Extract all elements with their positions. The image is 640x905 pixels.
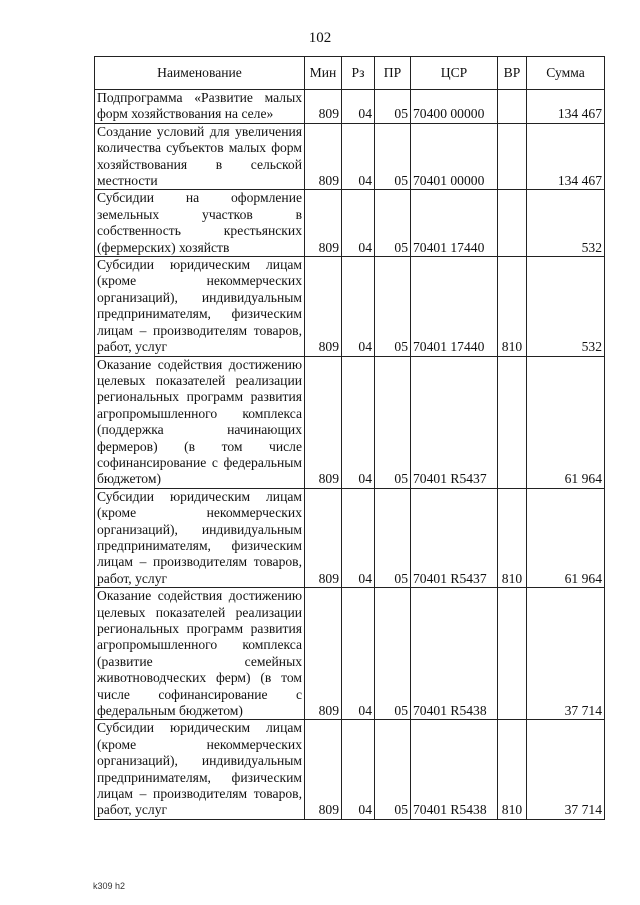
- table-row: [95, 123, 605, 190]
- row-min: 809: [305, 720, 342, 819]
- column-header-pr: ПР: [375, 57, 411, 90]
- row-csr: 70401 17440: [411, 257, 498, 356]
- row-sum: 37 714: [527, 588, 605, 720]
- row-csr: 70401 00000: [411, 123, 498, 190]
- column-header-vr: ВР: [498, 57, 527, 90]
- row-vr: [498, 123, 527, 190]
- row-sum: 532: [527, 190, 605, 257]
- table-row: [95, 488, 605, 587]
- table-row: [95, 90, 605, 124]
- row-pr: 05: [375, 190, 411, 257]
- row-pr: 05: [375, 588, 411, 720]
- row-vr: 810: [498, 720, 527, 819]
- table-row: [95, 190, 605, 257]
- row-pr: 05: [375, 720, 411, 819]
- row-csr: 70401 R5437: [411, 488, 498, 587]
- table-row: [95, 257, 605, 356]
- row-csr: 70401 R5437: [411, 356, 498, 488]
- row-rz: 04: [342, 123, 375, 190]
- row-min: 809: [305, 488, 342, 587]
- row-vr: [498, 588, 527, 720]
- row-min: 809: [305, 123, 342, 190]
- column-header-rz: Рз: [342, 57, 375, 90]
- row-min: 809: [305, 257, 342, 356]
- row-pr: 05: [375, 356, 411, 488]
- table-row: [95, 588, 605, 720]
- row-name: Создание условий для увеличения количества субъектов малых форм хозяйствования в сельской местности: [95, 123, 305, 190]
- budget-table: [94, 56, 605, 820]
- row-pr: 05: [375, 488, 411, 587]
- row-name: Субсидии на оформление земельных участков в собственность крестьянских (фермерских) хозяйств: [95, 190, 305, 257]
- column-header-name: Наименование: [95, 57, 305, 90]
- row-sum: 61 964: [527, 356, 605, 488]
- row-name: Подпрограмма «Развитие малых форм хозяйствования на селе»: [95, 90, 305, 124]
- row-rz: 04: [342, 90, 375, 124]
- row-vr: [498, 356, 527, 488]
- row-csr: 70400 00000: [411, 90, 498, 124]
- row-name: Оказание содействия достижению целевых показателей реализации региональных программ развития агропромышленного комплекса (развитие семейных животноводческих ферм) (в том числе софинансирование с федеральным бюджетом): [95, 588, 305, 720]
- column-header-min: Мин: [305, 57, 342, 90]
- row-rz: 04: [342, 588, 375, 720]
- row-pr: 05: [375, 90, 411, 124]
- row-rz: 04: [342, 257, 375, 356]
- row-vr: 810: [498, 488, 527, 587]
- row-min: 809: [305, 588, 342, 720]
- row-csr: 70401 R5438: [411, 588, 498, 720]
- row-csr: 70401 17440: [411, 190, 498, 257]
- row-vr: 810: [498, 257, 527, 356]
- row-sum: 61 964: [527, 488, 605, 587]
- row-min: 809: [305, 190, 342, 257]
- row-rz: 04: [342, 190, 375, 257]
- row-sum: 37 714: [527, 720, 605, 819]
- row-name: Оказание содействия достижению целевых показателей реализации региональных программ развития агропромышленного комплекса (поддержка начинающих фермеров) (в том числе софинансирование с федеральным бюджетом): [95, 356, 305, 488]
- table-header-row: [95, 57, 605, 90]
- table-row: [95, 720, 605, 819]
- page-number: 102: [308, 30, 332, 46]
- row-sum: 134 467: [527, 90, 605, 124]
- row-rz: 04: [342, 488, 375, 587]
- row-pr: 05: [375, 257, 411, 356]
- row-min: 809: [305, 90, 342, 124]
- row-pr: 05: [375, 123, 411, 190]
- row-name: Субсидии юридическим лицам (кроме некоммерческих организаций), индивидуальным предпринимателям, физическим лицам – производителям товаров, работ, услуг: [95, 720, 305, 819]
- column-header-sum: Сумма: [527, 57, 605, 90]
- row-sum: 134 467: [527, 123, 605, 190]
- row-csr: 70401 R5438: [411, 720, 498, 819]
- row-vr: [498, 190, 527, 257]
- row-sum: 532: [527, 257, 605, 356]
- footer-code: k309 h2: [93, 881, 126, 891]
- row-name: Субсидии юридическим лицам (кроме некоммерческих организаций), индивидуальным предпринимателям, физическим лицам – производителям товаров, работ, услуг: [95, 488, 305, 587]
- column-header-csr: ЦСР: [411, 57, 498, 90]
- row-vr: [498, 90, 527, 124]
- row-min: 809: [305, 356, 342, 488]
- row-rz: 04: [342, 356, 375, 488]
- row-rz: 04: [342, 720, 375, 819]
- row-name: Субсидии юридическим лицам (кроме некоммерческих организаций), индивидуальным предпринимателям, физическим лицам – производителям товаров, работ, услуг: [95, 257, 305, 356]
- table-row: [95, 356, 605, 488]
